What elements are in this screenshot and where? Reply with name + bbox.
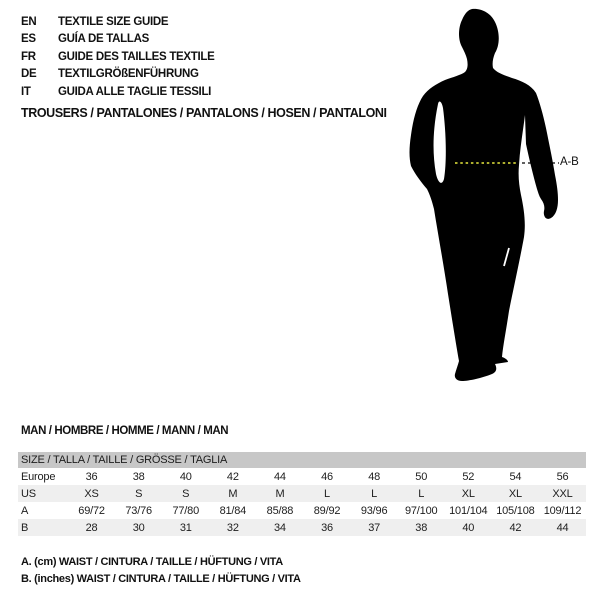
size-row-cells [68,488,586,500]
size-cell: 32 [226,521,239,534]
size-cell: 93/96 [360,504,388,517]
size-row-europe [18,468,586,485]
footnote-b: B. (inches) WAIST / CINTURA / TAILLE / HÜFTUNG / VITA [21,573,301,585]
language-code: ES [21,33,36,46]
size-table [18,452,586,536]
language-row [21,31,215,48]
size-row-b-inches [18,519,586,536]
size-cell: M [275,487,285,500]
size-cell: 77/80 [172,504,199,517]
size-cell: 89/92 [313,504,341,517]
size-cell: 37 [368,521,381,534]
language-label: GUIDA ALLE TAGLIE TESSILI [58,85,212,98]
size-cell: 30 [132,521,145,534]
size-cell: M [228,487,238,500]
language-code: DE [21,68,37,81]
footnote-a: A. (cm) WAIST / CINTURA / TAILLE / HÜFTUNG / VITA [21,556,283,568]
size-cell: 44 [556,521,569,534]
size-cell: L [324,487,330,500]
man-silhouette [398,5,570,389]
category-title: TROUSERS / PANTALONES / PANTALONS / HOSEN / PANTALONI [21,106,387,120]
size-cell: 73/76 [125,504,152,517]
gender-section-title: MAN / HOMBRE / HOMME / MANN / MAN [21,425,229,437]
size-cell: 81/84 [219,504,247,517]
size-cell: 52 [462,470,475,483]
size-cell: 40 [179,470,192,483]
size-cell: 109/112 [543,504,582,517]
language-block [21,14,215,101]
size-row-cells [68,505,586,517]
language-row [21,49,215,66]
size-cell: 46 [321,470,333,483]
language-label: GUIDE DES TAILLES TEXTILE [58,50,215,63]
size-cell: XS [84,487,99,500]
size-table-header: SIZE / TALLA / TAILLE / GRÖSSE / TAGLIA [18,452,586,468]
size-cell: 42 [509,521,522,534]
size-cell: 50 [415,470,428,483]
waist-measure-label: A-B [560,156,579,168]
size-cell: 97/100 [404,504,438,517]
language-label: TEXTILE SIZE GUIDE [58,16,169,28]
size-cell: 101/104 [449,504,488,517]
size-row-label: US [21,487,36,500]
size-cell: XL [508,487,522,500]
language-code: EN [21,16,37,28]
language-code: FR [21,50,36,63]
size-cell: S [182,487,190,500]
footnotes [21,554,301,588]
language-label: TEXTILGRÖßENFÜHRUNG [58,68,199,81]
size-cell: XL [461,487,475,500]
size-row-label: B [21,521,29,534]
language-label: GUÍA DE TALLAS [58,33,149,46]
size-row-cells [68,522,586,534]
size-cell: 48 [368,470,381,483]
size-row-cells [68,471,586,483]
size-cell: 69/72 [78,504,105,517]
size-cell: XXL [552,487,573,500]
size-cell: 38 [415,521,428,534]
man-silhouette-svg [398,5,570,389]
size-row-us [18,485,586,502]
size-cell: 36 [321,521,333,534]
size-cell: 44 [274,470,286,483]
size-row-a-cm [18,502,586,519]
size-cell: 56 [556,470,569,483]
language-row [21,84,215,101]
size-cell: L [371,487,378,500]
size-cell: 54 [509,470,522,483]
size-cell: L [418,487,425,500]
size-cell: S [135,487,143,500]
man-silhouette-shape [410,9,559,381]
size-cell: 34 [274,521,286,534]
size-row-label: Europe [21,470,56,483]
size-cell: 42 [226,470,239,483]
size-cell: 85/88 [266,504,294,517]
size-cell: 105/108 [496,504,535,517]
language-row [21,66,215,83]
size-cell: 40 [462,521,475,534]
size-row-label: A [21,504,29,517]
language-row [21,14,215,31]
language-code: IT [21,85,31,98]
size-cell: 31 [179,521,192,534]
size-cell: 38 [132,470,145,483]
size-cell: 36 [85,470,98,483]
size-cell: 28 [85,521,98,534]
